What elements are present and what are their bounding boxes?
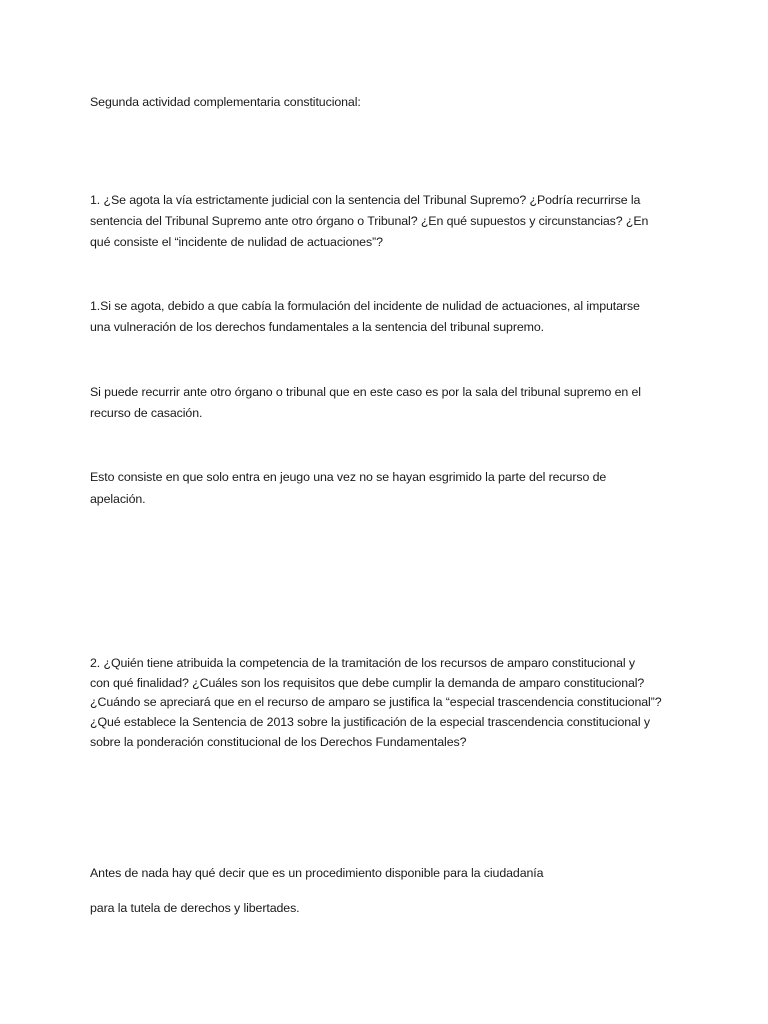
answer-1-paragraph-1-line: una vulneración de los derechos fundamentales a la sentencia del tribunal supremo. <box>90 320 544 334</box>
answer-1-paragraph-3-line: Esto consiste en que solo entra en jeugo una vez no se hayan esgrimido la parte del recurso de <box>90 470 607 484</box>
answer-1-paragraph-3-line: apelación. <box>90 492 146 506</box>
question-2-line: con qué finalidad? ¿Cuáles son los requisitos que debe cumplir la demanda de amparo constitucional? <box>90 676 645 690</box>
question-1-line: qué consiste el “incidente de nulidad de actuaciones”? <box>90 235 383 249</box>
question-2-line: 2. ¿Quién tiene atribuida la competencia de la tramitación de los recursos de amparo constitucional y <box>90 656 636 670</box>
question-2-line: sobre la ponderación constitucional de los Derechos Fundamentales? <box>90 735 467 749</box>
question-2-line: ¿Qué establece la Sentencia de 2013 sobre la justificación de la especial trascendencia constitucional y <box>90 715 650 729</box>
answer-1-paragraph-1-line: 1.Si se agota, debido a que cabía la formulación del incidente de nulidad de actuaciones, al imputarse <box>90 299 640 313</box>
question-1-line: 1. ¿Se agota la vía estrictamente judicial con la sentencia del Tribunal Supremo? ¿Podría recurrirse la <box>90 193 641 207</box>
question-2-line: ¿Cuándo se apreciará que en el recurso de amparo se justifica la “especial trascendencia constitucional”? <box>90 695 662 709</box>
answer-2-paragraph-1-line: Antes de nada hay qué decir que es un procedimiento disponible para la ciudadanía <box>90 866 544 880</box>
answer-1-paragraph-2-line: recurso de casación. <box>90 406 203 420</box>
question-1-line: sentencia del Tribunal Supremo ante otro órgano o Tribunal? ¿En qué supuestos y circunstancias? ¿En <box>90 214 649 228</box>
answer-2-paragraph-2-line: para la tutela de derechos y libertades. <box>90 901 300 915</box>
document-title: Segunda actividad complementaria constitucional: <box>90 95 361 109</box>
answer-1-paragraph-2-line: Si puede recurrir ante otro órgano o tribunal que en este caso es por la sala del tribunal supremo en el <box>90 385 641 399</box>
